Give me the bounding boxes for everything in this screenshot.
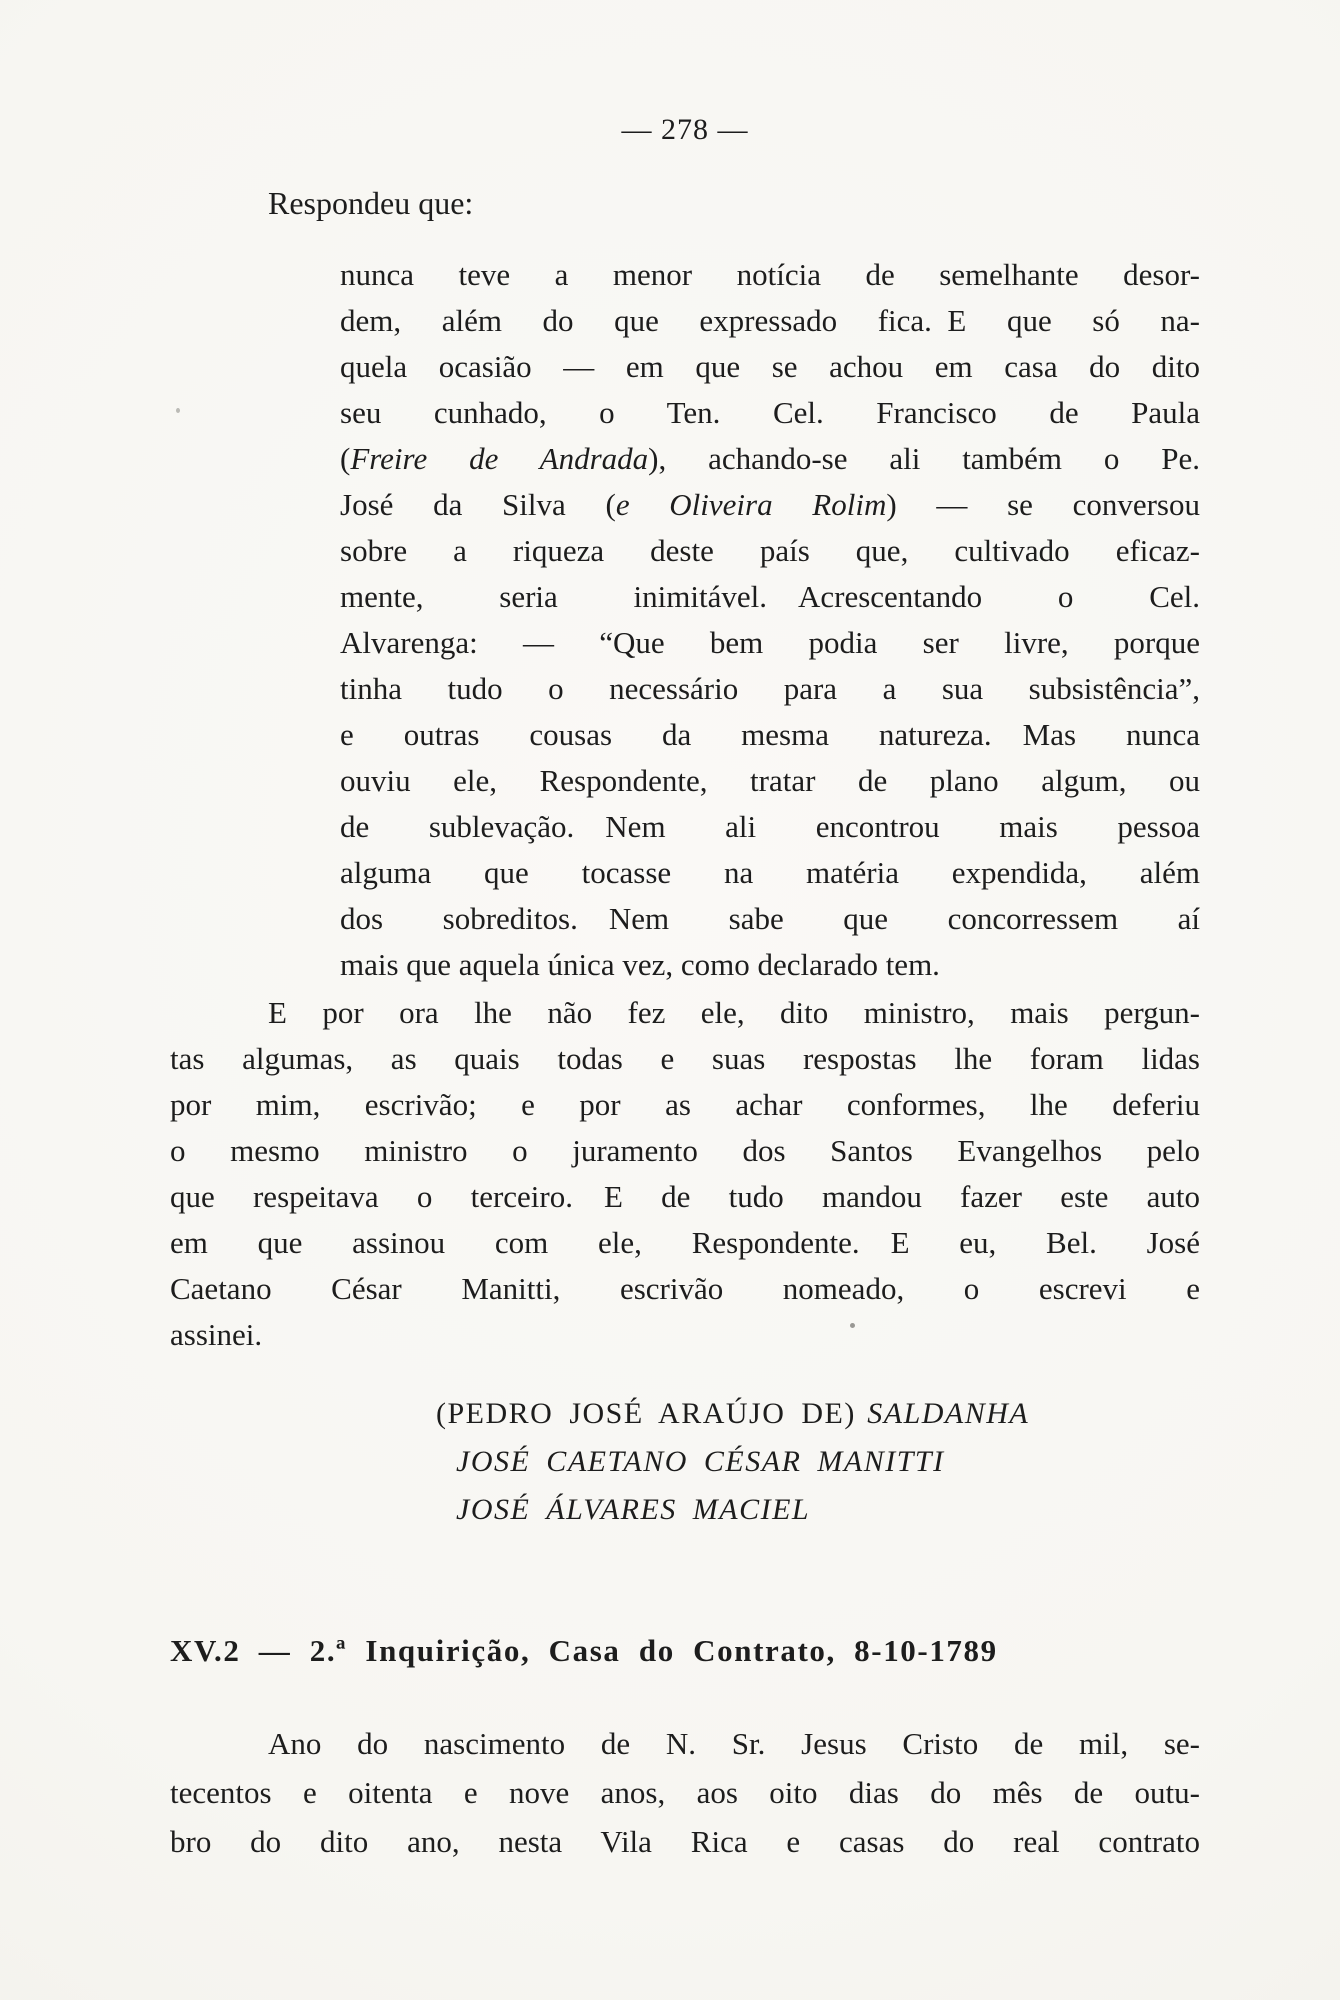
paragraph-line: tas algumas, as quais todas e suas respostas lhe foram lidas [170,1041,1200,1076]
section-heading: XV.2 — 2.ª Inquirição, Casa do Contrato, 8-10-1789 [170,1633,998,1668]
paragraph-line: E por ora lhe não fez ele, dito ministro, mais pergun- [268,995,1200,1030]
quote-line: tinha tudo o necessário para a sua subsistência”, [340,671,1200,706]
quote-line-text: José da Silva ( [340,487,616,522]
quote-line: mais que aquela única vez, como declarado tem. [340,947,940,982]
italic-name: e Oliveira Rolim [615,487,887,522]
signature-prefix: (PEDRO JOSÉ ARAÚJO DE) [436,1397,856,1430]
quote-line: e outras cousas da mesma natureza. Mas nunca [340,717,1200,752]
quote-line: de sublevação. Nem ali encontrou mais pessoa [340,809,1200,844]
quote-line: mente, seria inimitável. Acrescentando o Cel. [340,579,1200,614]
paragraph-line: em que assinou com ele, Respondente. E eu, Bel. José [170,1225,1200,1260]
signature-block [436,1390,1029,1534]
scan-speck [850,1323,855,1328]
italic-name: Freire de Andrada [350,441,649,476]
paragraph-line: por mim, escrivão; e por as achar conformes, lhe deferiu [170,1087,1200,1122]
quote-line-text: ) — se conversou [886,487,1200,522]
signature-line: JOSÉ CAETANO CÉSAR MANITTI [456,1445,945,1478]
quote-line: seu cunhado, o Ten. Cel. Francisco de Paula [340,395,1200,430]
signature-line [436,1390,1029,1438]
lead-paragraph: Respondeu que: [268,185,474,221]
signature-line: JOSÉ ÁLVARES MACIEL [456,1493,811,1526]
date-paragraph [170,1719,1200,1866]
paragraph-line: tecentos e oitenta e nove anos, aos oito dias do mês de outu- [170,1775,1200,1810]
paragraph-line: Ano do nascimento de N. Sr. Jesus Cristo de mil, se- [268,1726,1200,1761]
quote-line: dos sobreditos. Nem sabe que concorressem aí [340,901,1200,936]
quote-line [340,482,1200,528]
quote-line: alguma que tocasse na matéria expendida, além [340,855,1200,890]
page-number: — 278 — [621,113,749,146]
quote-line [340,436,1200,482]
quote-line: dem, além do que expressado fica. E que só na- [340,303,1200,338]
quote-line: nunca teve a menor notícia de semelhante desor- [340,257,1200,292]
paragraph-line: assinei. [170,1317,263,1352]
paragraph-line: o mesmo ministro o juramento dos Santos Evangelhos pelo [170,1133,1200,1168]
paragraph-line: Caetano César Manitti, escrivão nomeado, o escrevi e [170,1271,1200,1306]
quote-line: sobre a riqueza deste país que, cultivado eficaz- [340,533,1200,568]
closing-paragraph [170,990,1200,1358]
quote-line: ouviu ele, Respondente, tratar de plano algum, ou [340,763,1200,798]
paragraph-line: que respeitava o terceiro. E de tudo mandou fazer este auto [170,1179,1200,1214]
scan-speck [176,408,180,413]
signature-name: SALDANHA [867,1397,1030,1430]
quote-line-text: ), achando-se ali também o Pe. [648,441,1201,476]
quote-line: Alvarenga: — “Que bem podia ser livre, porque [340,625,1200,660]
deposition-quote [340,252,1200,988]
paragraph-line: bro do dito ano, nesta Vila Rica e casas do real contrato [170,1824,1200,1859]
quote-line: quela ocasião — em que se achou em casa do dito [340,349,1200,384]
quote-line-text: ( [340,441,351,476]
